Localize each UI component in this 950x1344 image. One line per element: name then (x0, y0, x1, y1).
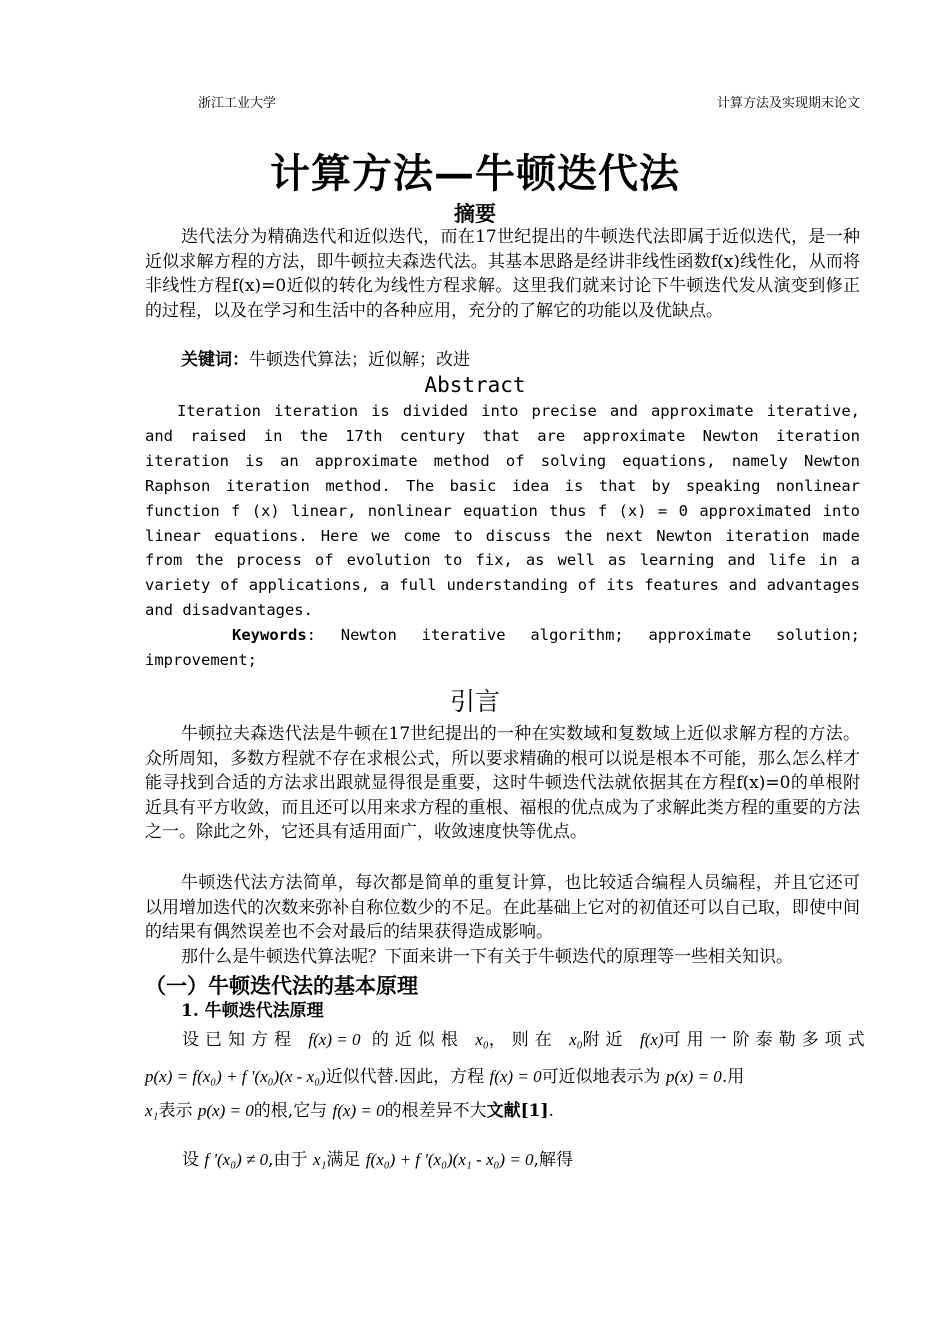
intro-paragraph-3: 那什么是牛顿迭代算法呢？下面来讲一下有关于牛顿迭代的原理等一些相关知识。 (181, 947, 793, 967)
abstract-cn-body: 迭代法分为精确迭代和近似迭代，而在17世纪提出的牛顿迭代法即属于近似迭代，是一种近似求解方程的方法，即牛顿拉夫森迭代法。其基本思路是经讲非线性函数f(x)线性化，从而将非线性方程f(x)=0近似的转化为线性方程求解。这里我们就来讨论下牛顿迭代发从演变到修正的过程，以及在学习和生活中的各种应用，充分的了解它的功能以及优缺点。 (145, 227, 860, 321)
principle-line-3 (145, 1094, 865, 1128)
header-right: 计算方法及实现期末论文 (716, 96, 860, 111)
text: ,由于 (268, 1150, 308, 1170)
principle-line-2 (145, 1060, 865, 1094)
page-title: 计算方法—牛顿迭代法 (270, 150, 680, 197)
text: 近似代替.因此，方程 (325, 1067, 485, 1087)
formula: f(x) = 0 (332, 1101, 385, 1120)
formula: f(x) = 0 (308, 1030, 361, 1049)
text: . (548, 1101, 554, 1121)
keywords-cn-text: 牛顿迭代算法；近似解；改进 (249, 350, 470, 370)
text: 附近 (582, 1030, 629, 1050)
text: 满足 (326, 1150, 361, 1170)
text: 可近似地表示为 (541, 1067, 661, 1087)
text: 的根差异不大 (384, 1101, 487, 1121)
text: ,解得 (533, 1150, 573, 1170)
abstract-cn-keywords (181, 348, 861, 373)
section1-heading: （一）牛顿迭代法的基本原理 (145, 973, 418, 998)
text: ，则在 (488, 1030, 558, 1050)
formula: f(x) (640, 1030, 664, 1049)
abstract-en-keywords (145, 623, 860, 673)
formula: x₀ (569, 1030, 583, 1049)
formula: f '(x₀) ≠ 0 (204, 1150, 269, 1169)
abstract-en-body: Iteration iteration is divided into precise and approximate iterative, and raised in the 17th century that are approximate Newton iteration iteration is an approximate method of solving equations, namely Newton Raphson iteration method. The basic idea is that by speaking nonlinear function f (x) linear, nonlinear equation thus f (x) = 0 approximated into linear equations. Here we come to discuss the next Newton iteration made from the process of evolution to fix, as well as learning and life in a variety of applications, a full understanding of its features and advantages and disadvantages. (145, 402, 860, 620)
text: 表示 (158, 1101, 193, 1121)
abstract-en-heading: Abstract (424, 373, 526, 397)
principle-line-4 (182, 1143, 872, 1177)
section1-subheading: 1. 牛顿迭代法原理 (181, 1001, 324, 1021)
text: .用 (721, 1067, 745, 1087)
keywords-en-label: Keywords (232, 626, 307, 644)
text: 的近似根 (371, 1030, 464, 1050)
text: 可用一阶泰勒多项式 (663, 1030, 871, 1050)
formula: f(x) = 0 (489, 1067, 542, 1086)
intro-heading: 引言 (449, 687, 500, 716)
text: 设已知方程 (182, 1030, 297, 1050)
formula: p(x) = f(x₀) + f '(x₀)(x - x₀) (145, 1067, 326, 1086)
formula: x₁ (145, 1101, 159, 1120)
intro-paragraph-2: 牛顿迭代法方法简单，每次都是简单的重复计算，也比较适合编程人员编程，并且它还可以用增加迭代的次数来弥补自称位数少的不足。在此基础上它对的初值还可以自己取，即使中间的结果有偶然误差也不会对最后的结果获得造成影响。 (145, 873, 860, 942)
keywords-en-text: : Newton iterative algorithm; approximate solution; improvement; (145, 626, 860, 669)
abstract-cn-heading: 摘要 (454, 201, 496, 226)
keywords-cn-label: 关键词： (181, 350, 249, 370)
text: 的根,它与 (253, 1101, 328, 1121)
formula: p(x) = 0 (197, 1101, 254, 1120)
formula: p(x) = 0 (665, 1067, 722, 1086)
intro-paragraph-1: 牛顿拉夫森迭代法是牛顿在17世纪提出的一种在实数域和复数域上近似求解方程的方法。众所周知，多数方程就不存在求根公式，所以要求精确的根可以说是根本不可能，那么怎么样才能寻找到合适的方法求出跟就显得很是重要，这时牛顿迭代法就依据其在方程f(x)=0的单根附近具有平方收敛，而且还可以用来求方程的重根、福根的优点成为了求解此类方程的重要的方法之一。除此之外，它还具有适用面广，收敛速度快等优点。 (145, 724, 860, 842)
formula: x₁ (312, 1150, 327, 1169)
formula: f(x₀) + f '(x₀)(x₁ - x₀) = 0 (365, 1150, 534, 1169)
principle-line-1 (182, 1023, 872, 1057)
reference-citation: 文献[1] (486, 1101, 549, 1121)
formula: x₀ (475, 1030, 489, 1049)
text: 设 (182, 1150, 199, 1170)
header-left: 浙江工业大学 (198, 96, 277, 111)
